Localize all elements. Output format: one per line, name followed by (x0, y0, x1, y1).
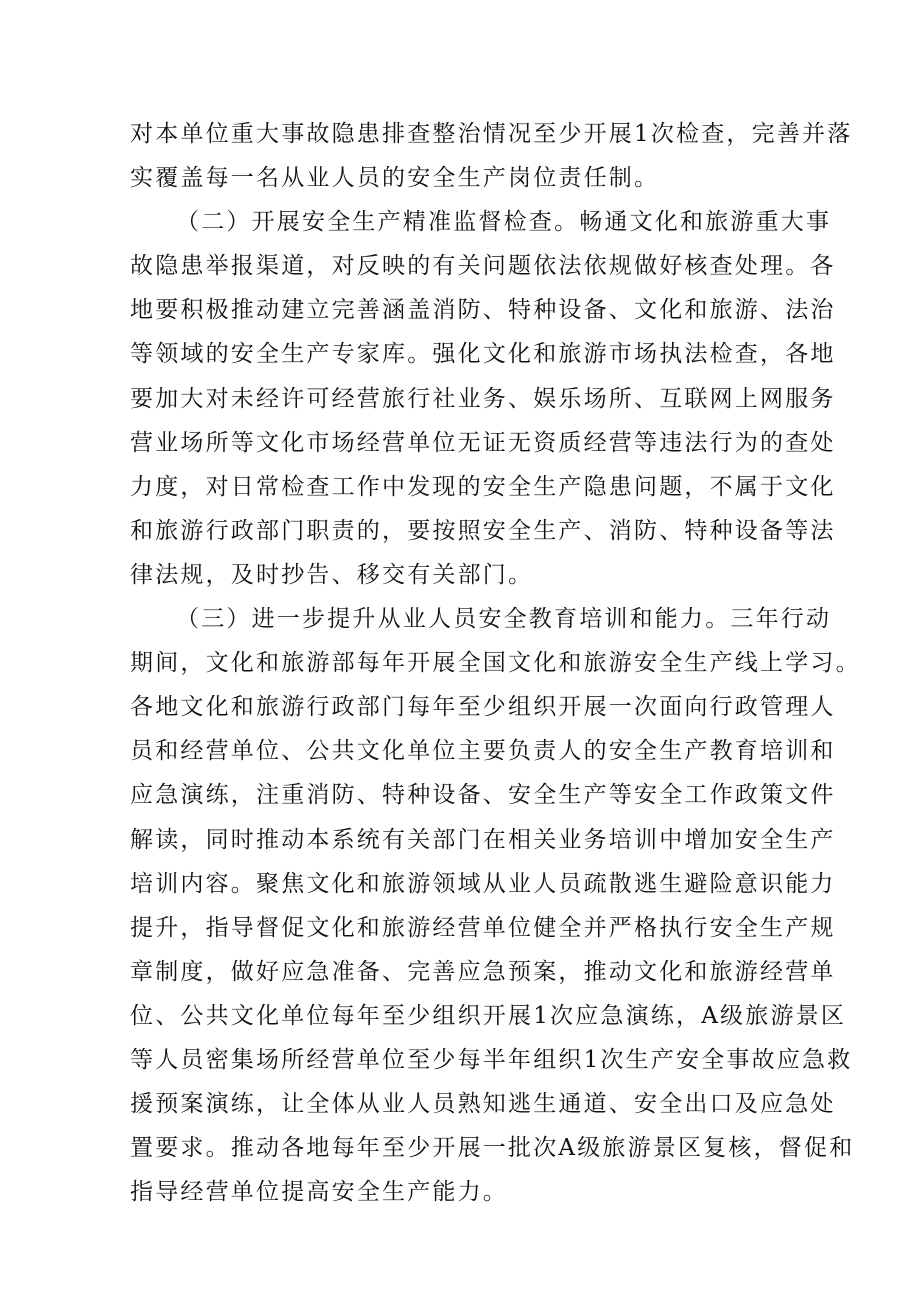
text-line: 各地文化和旅游行政部门每年至少组织开展一次面向行政管理人 (130, 694, 836, 721)
text-line: 置要求。推动各地每年至少开展一批次A级旅游景区复核，督促和 (130, 1135, 855, 1162)
text-line: 故隐患举报渠道，对反映的有关问题依法依规做好核查处理。各 (130, 253, 836, 280)
text-line: 地要积极推动建立完善涵盖消防、特种设备、文化和旅游、法治 (130, 297, 836, 324)
text-line: 等领域的安全生产专家库。强化文化和旅游市场执法检查，各地 (130, 341, 836, 368)
text-line: 章制度，做好应急准备、完善应急预案，推动文化和旅游经营单 (130, 958, 836, 985)
section-heading-line: （二）开展安全生产精准监督检查。畅通文化和旅游重大事 (176, 209, 832, 236)
text-line: 培训内容。聚焦文化和旅游领域从业人员疏散逃生避险意识能力 (130, 870, 836, 897)
text-line: 指导经营单位提高安全生产能力。 (130, 1179, 508, 1206)
text-line: 提升，指导督促文化和旅游经营单位健全并严格执行安全生产规 (130, 914, 836, 941)
text-line: 等人员密集场所经营单位至少每半年组织1次生产安全事故应急救 (130, 1046, 853, 1073)
text-line: 位、公共文化单位每年至少组织开展1次应急演练，A级旅游景区 (130, 1002, 847, 1029)
text-line: 要加大对未经许可经营旅行社业务、娱乐场所、互联网上网服务 (130, 385, 836, 412)
text-line: 力度，对日常检查工作中发现的安全生产隐患问题，不属于文化 (130, 473, 836, 500)
text-line: 应急演练，注重消防、特种设备、安全生产等安全工作政策文件 (130, 782, 836, 809)
text-line: 对本单位重大事故隐患排查整治情况至少开展1次检查，完善并落 (130, 121, 853, 147)
text-line: 律法规，及时抄告、移交有关部门。 (130, 561, 534, 588)
text-line: 员和经营单位、公共文化单位主要负责人的安全生产教育培训和 (130, 738, 836, 765)
text-line: 援预案演练，让全体从业人员熟知逃生通道、安全出口及应急处 (130, 1091, 836, 1118)
text-line: 营业场所等文化市场经营单位无证无资质经营等违法行为的查处 (130, 429, 836, 456)
section-heading-line: （三）进一步提升从业人员安全教育培训和能力。三年行动 (176, 606, 832, 633)
text-line: 期间，文化和旅游部每年开展全国文化和旅游安全生产线上学习。 (130, 650, 861, 677)
text-line: 和旅游行政部门职责的，要按照安全生产、消防、特种设备等法 (130, 517, 836, 544)
text-line: 实覆盖每一名从业人员的安全生产岗位责任制。 (130, 165, 660, 192)
text-line: 解读，同时推动本系统有关部门在相关业务培训中增加安全生产 (130, 826, 836, 853)
document-body (130, 112, 861, 1214)
